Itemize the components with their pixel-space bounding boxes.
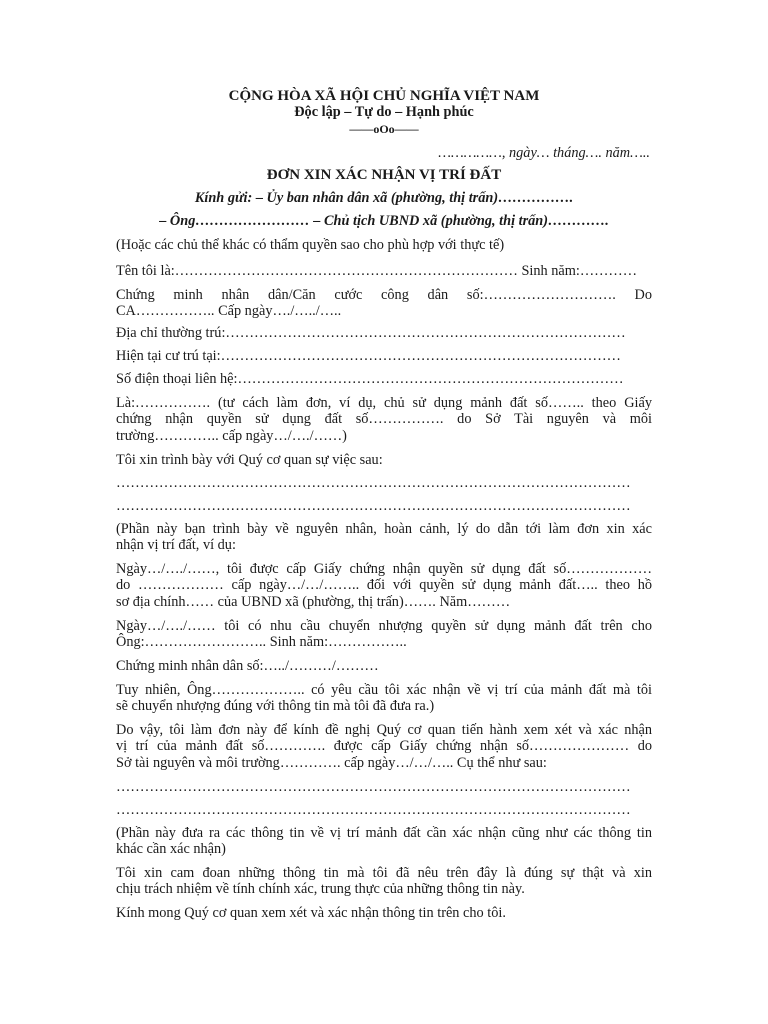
example-4-line-2: sẽ chuyển nhượng đúng với thông tin mà tôi đã đưa ra.) xyxy=(116,698,435,714)
reason-note-line-1: (Phần này bạn trình bày về nguyên nhân, hoàn cảnh, lý do dẫn tới làm đơn xin xác xyxy=(116,521,652,537)
location-note-line-1: (Phần này đưa ra các thông tin về vị trí mảnh đất cần xác nhận cũng như các thông tin xyxy=(116,825,652,841)
id-field-line-2: CA…………….. Cấp ngày…./…../….. xyxy=(116,303,342,319)
dotted-line-1: ……………………………………………………………………………………………… xyxy=(116,475,631,491)
commitment-line-2: chịu trách nhiệm về tính chính xác, trung thực của những thông tin này. xyxy=(116,881,525,897)
request-line-3: Sở tài nguyên và môi trường…………. cấp ngày…/…/….. Cụ thể như sau: xyxy=(116,755,547,771)
example-2-line-1: Ngày…/…./…… tôi có nhu cầu chuyển nhượng quyền sử dụng mảnh đất trên cho xyxy=(116,618,652,634)
permanent-address-field: Địa chỉ thường trú:………………………………………………………………………… xyxy=(116,325,626,341)
request-line-2: vị trí của mảnh đất số…………. được cấp Giấy chứng nhận số………………… do xyxy=(116,738,652,754)
reason-note-line-2: nhận vị trí đất, ví dụ: xyxy=(116,537,236,553)
example-1-line-3: sơ địa chính…… của UBND xã (phường, thị trấn)……. Năm……… xyxy=(116,594,511,610)
name-field: Tên tôi là:……………………………………………………………… Sinh năm:………… xyxy=(116,263,638,279)
commitment-line-1: Tôi xin cam đoan những thông tin mà tôi đã nêu trên đây là đúng sự thật và xin xyxy=(116,865,652,881)
id-field-line-1: Chứng minh nhân dân/Căn cước công dân số:………………………. Do xyxy=(116,287,652,303)
recipient-line-2: – Ông…………………… – Chủ tịch UBND xã (phường, thị trấn)…………. xyxy=(159,213,609,229)
example-4-line-1: Tuy nhiên, Ông……………….. có yêu cầu tôi xác nhận về vị trí của mảnh đất mà tôi xyxy=(116,682,652,698)
dotted-line-4: ……………………………………………………………………………………………… xyxy=(116,802,631,818)
role-line-2: chứng nhận quyền sử dụng đất số……………. do Sở Tài nguyên và môi xyxy=(116,411,652,427)
document-title: ĐƠN XIN XÁC NHẬN VỊ TRÍ ĐẤT xyxy=(266,167,502,183)
example-2-line-2: Ông:…………………….. Sinh năm:…………….. xyxy=(116,634,407,650)
national-motto: Độc lập – Tự do – Hạnh phúc xyxy=(294,104,474,120)
recipient-line-1: Kính gửi: – Ủy ban nhân dân xã (phường, thị trấn)……………. xyxy=(194,190,574,206)
dotted-line-3: ……………………………………………………………………………………………… xyxy=(116,779,631,795)
phone-field: Số điện thoại liên hệ:……………………………………………………………………… xyxy=(116,371,624,387)
closing-request: Kính mong Quý cơ quan xem xét và xác nhận thông tin trên cho tôi. xyxy=(116,905,506,921)
example-1-line-2: do ……………… cấp ngày…/…/…….. đối với quyền sử dụng mảnh đất….. theo hồ xyxy=(116,577,652,593)
example-1-line-1: Ngày…/…./……, tôi được cấp Giấy chứng nhận quyền sử dụng đất số……………… xyxy=(116,561,652,577)
current-residence-field: Hiện tại cư trú tại:………………………………………………………………………… xyxy=(116,348,621,364)
location-note-line-2: khác cần xác nhận) xyxy=(116,841,226,857)
role-line-1: Là:……………. (tư cách làm đơn, ví dụ, chủ sử dụng mảnh đất số…….. theo Giấy xyxy=(116,395,652,411)
request-line-1: Do vậy, tôi làm đơn này để kính đề nghị Quý cơ quan tiến hành xem xét và xác nhận xyxy=(116,722,652,738)
example-3-id: Chứng minh nhân dân số:…../………/……… xyxy=(116,658,379,674)
presentation-intro: Tôi xin trình bày với Quý cơ quan sự việc sau: xyxy=(116,452,383,468)
national-title: CỘNG HÒA XÃ HỘI CHỦ NGHĨA VIỆT NAM xyxy=(228,88,540,104)
dotted-line-2: ……………………………………………………………………………………………… xyxy=(116,498,631,514)
date-line: ……………, ngày… tháng…. năm….. xyxy=(438,145,650,161)
header-separator: ——oOo—— xyxy=(349,122,419,136)
authority-note: (Hoặc các chủ thể khác có thẩm quyền sao cho phù hợp với thực tế) xyxy=(116,237,505,253)
role-line-3: trường………….. cấp ngày…/…./……) xyxy=(116,428,347,444)
